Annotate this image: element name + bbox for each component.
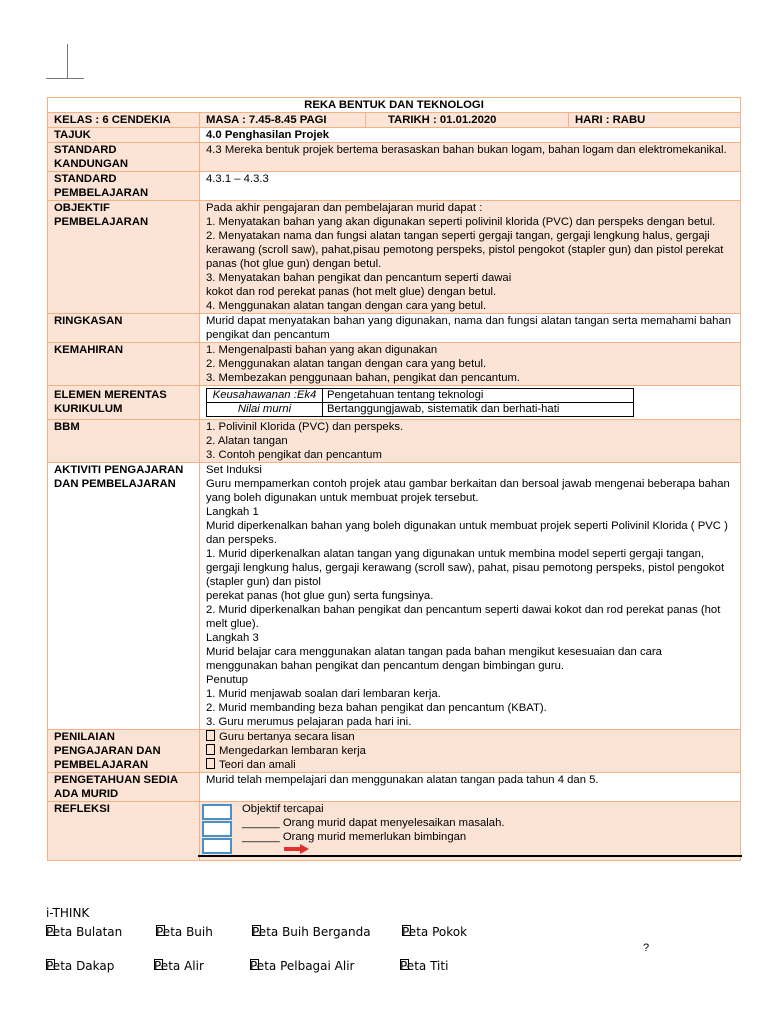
kelas-cell: KELAS : 6 CENDEKIA xyxy=(48,113,200,128)
tajuk-label: TAJUK xyxy=(48,128,200,143)
kemahiran-row xyxy=(48,343,741,386)
bbm-line: 1. Polivinil Klorida (PVC) dan perspeks. xyxy=(206,421,404,433)
standard-pembelajaran-value: 4.3.1 – 4.3.3 xyxy=(200,172,741,201)
aktiviti-line: Langkah 3 xyxy=(206,632,259,644)
refleksi-row xyxy=(48,802,741,861)
elemen-row xyxy=(48,386,741,420)
refleksi-checkbox[interactable] xyxy=(202,838,232,854)
ithink-option: Peta Bulatan xyxy=(46,925,123,939)
ringkasan-value: Murid dapat menyatakan bahan yang digunakan, nama dan fungsi alatan tangan serta memahami bahan pengikat dan pencantum xyxy=(200,314,741,343)
bbm-line: 3. Contoh pengikat dan pencantum xyxy=(206,449,382,461)
ithink-option: Peta Pelbagai Alir xyxy=(250,959,355,973)
ithink-option: Peta Buih xyxy=(156,925,213,939)
standard-kandungan-row xyxy=(48,143,741,172)
ithink-option: Peta Pokok xyxy=(402,925,468,939)
ringkasan-row xyxy=(48,314,741,343)
tajuk-value: 4.0 Penghasilan Projek xyxy=(200,128,741,143)
aktiviti-line: Langkah 1 xyxy=(206,506,259,518)
checkbox-glyph-icon xyxy=(206,744,215,755)
refleksi-checkboxes xyxy=(202,804,230,855)
elemen-subrow xyxy=(207,389,634,403)
aktiviti-line: Murid belajar cara menggunakan alatan tangan pada bahan mengikut kesesuaian dan cara menggunakan bahan pengikat dan pencantum dengan bimbingan guru. xyxy=(206,646,662,672)
objektif-line: 4. Menggunakan alatan tangan dengan cara yang betul. xyxy=(206,300,487,312)
refleksi-checkbox[interactable] xyxy=(202,821,232,837)
objektif-line: 3. Menyatakan bahan pengikat dan pencantum seperti dawai xyxy=(206,272,512,284)
aktiviti-line: 2. Murid diperkenalkan bahan pengikat dan pencantum seperti dawai kokot dan rod perekat panas (hot melt glue). xyxy=(206,604,721,630)
elemen-value xyxy=(200,386,741,420)
kemahiran-line: 1. Mengenalpasti bahan yang akan digunakan xyxy=(206,344,438,356)
kemahiran-line: 2. Menggunakan alatan tangan dengan cara yang betul. xyxy=(206,358,487,370)
masa-cell: MASA : 7.45-8.45 PAGI xyxy=(200,113,366,128)
penilaian-label: PENILAIAN PENGAJARAN DAN PEMBELAJARAN xyxy=(48,730,200,773)
bbm-label: BBM xyxy=(48,420,200,463)
ringkasan-label: RINGKASAN xyxy=(48,314,200,343)
kemahiran-value xyxy=(200,343,741,386)
refleksi-value xyxy=(200,802,741,861)
aktiviti-line: 1. Murid diperkenalkan alatan tangan yang digunakan untuk membina model seperti gergaji tangan, gergaji lengkung halus, gergaji kerawang (scroll saw), pahat, pisau pemotong perspeks, pistol pengokot (stapler gun) dan pistol xyxy=(206,548,725,588)
divider xyxy=(198,855,742,857)
ithink-option: Peta Alir xyxy=(154,959,204,973)
aktiviti-line: 1. Murid menjawab soalan dari lembaran kerja. xyxy=(206,688,441,700)
elemen-desc: Pengetahuan tentang teknologi xyxy=(323,389,634,403)
hari-cell: HARI : RABU xyxy=(569,113,741,128)
right-arrow-icon xyxy=(284,844,310,854)
penilaian-row xyxy=(48,730,741,773)
pengetahuan-label: PENGETAHUAN SEDIA ADA MURID xyxy=(48,773,200,802)
aktiviti-line: Penutup xyxy=(206,674,249,686)
objektif-line: 1. Menyatakan bahan yang akan digunakan seperti polivinil klorida (PVC) dan perspeks dengan betul. xyxy=(206,216,716,228)
elemen-name: Nilai murni xyxy=(207,403,323,417)
standard-kandungan-value: 4.3 Mereka bentuk projek bertema berasaskan bahan bukan logam, bahan logam dan elektromekanikal. xyxy=(200,143,741,172)
corner-crop-mark xyxy=(67,44,68,79)
elemen-subtable xyxy=(206,388,634,417)
elemen-label: ELEMEN MERENTAS KURIKULUM xyxy=(48,386,200,420)
ithink-option: Peta Buih Berganda xyxy=(252,925,371,939)
standard-pembelajaran-label: STANDARD PEMBELAJARAN xyxy=(48,172,200,201)
penilaian-item: Mengedarkan lembaran kerja xyxy=(219,745,366,757)
pengetahuan-row xyxy=(48,773,741,802)
corner-crop-mark xyxy=(46,78,84,79)
checkbox-glyph-icon xyxy=(206,730,215,741)
objektif-line: 2. Menyatakan nama dan fungsi alatan tangan seperti gergaji tangan, gergaji lengkung halus, gergaji kerawang (scroll saw), pahat,pisau pemotong perspeks, pistol pengokot (stapler gun) dan pistol perekat panas (hot glue gun) dengan betul. xyxy=(206,230,724,270)
standard-kandungan-label: STANDARD KANDUNGAN xyxy=(48,143,200,172)
aktiviti-label: AKTIVITI PENGAJARAN DAN PEMBELAJARAN xyxy=(48,463,200,730)
objektif-line: kokot dan rod perekat panas (hot melt glue) dengan betul. xyxy=(206,286,497,298)
objektif-row xyxy=(48,201,741,314)
tajuk-row xyxy=(48,128,741,143)
objektif-value xyxy=(200,201,741,314)
objektif-line: Pada akhir pengajaran dan pembelajaran murid dapat : xyxy=(206,202,483,214)
bbm-line: 2. Alatan tangan xyxy=(206,435,288,447)
kemahiran-label: KEMAHIRAN xyxy=(48,343,200,386)
aktiviti-line: 2. Murid membanding beza bahan pengikat dan pencantum (KBAT). xyxy=(206,702,547,714)
refleksi-line: ______ Orang murid dapat menyelesaikan masalah. xyxy=(242,817,505,829)
bbm-row xyxy=(48,420,741,463)
aktiviti-line: Murid diperkenalkan bahan yang boleh digunakan untuk membuat projek seperti Polivinil Klorida ( PVC ) dan perspeks. xyxy=(206,520,728,546)
aktiviti-line: Guru mempamerkan contoh projek atau gambar berkaitan dan bersoal jawab mengenai beberapa bahan yang boleh digunakan untuk membuat projek tersebut. xyxy=(206,478,730,504)
aktiviti-line: Set Induksi xyxy=(206,464,262,476)
standard-pembelajaran-row xyxy=(48,172,741,201)
info-row xyxy=(48,113,741,128)
refleksi-label: REFLEKSI xyxy=(48,802,200,861)
ithink-heading: i-THINK xyxy=(46,906,90,920)
refleksi-line: ______ Orang murid memerlukan bimbingan xyxy=(242,831,467,843)
pengetahuan-value: Murid telah mempelajari dan menggunakan alatan tangan pada tahun 4 dan 5. xyxy=(200,773,741,802)
aktiviti-row xyxy=(48,463,741,730)
ithink-option: Peta Dakap xyxy=(46,959,115,973)
refleksi-line: Objektif tercapai xyxy=(242,803,324,815)
stray-glyph: ? xyxy=(643,942,650,954)
penilaian-item: Guru bertanya secara lisan xyxy=(219,731,355,743)
subject-title: REKA BENTUK DAN TEKNOLOGI xyxy=(48,98,741,113)
penilaian-value xyxy=(200,730,741,773)
kemahiran-line: 3. Membezakan penggunaan bahan, pengikat dan pencantum. xyxy=(206,372,521,384)
objektif-label: OBJEKTIF PEMBELAJARAN xyxy=(48,201,200,314)
tarikh-cell: TARIKH : 01.01.2020 xyxy=(366,113,569,128)
checkbox-glyph-icon xyxy=(206,758,215,769)
elemen-desc: Bertanggungjawab, sistematik dan berhati-hati xyxy=(323,403,634,417)
elemen-name: Keusahawanan :Ek4 xyxy=(207,389,323,403)
table-title-row xyxy=(48,98,741,113)
elemen-subrow xyxy=(207,403,634,417)
aktiviti-line: perekat panas (hot glue gun) serta fungsinya. xyxy=(206,590,434,602)
penilaian-item: Teori dan amali xyxy=(219,759,296,771)
refleksi-checkbox[interactable] xyxy=(202,804,232,820)
lesson-plan-table xyxy=(47,97,741,861)
ithink-option: Peta Titi xyxy=(400,959,449,973)
aktiviti-line: 3. Guru merumus pelajaran pada hari ini. xyxy=(206,716,412,728)
bbm-value xyxy=(200,420,741,463)
aktiviti-value xyxy=(200,463,741,730)
